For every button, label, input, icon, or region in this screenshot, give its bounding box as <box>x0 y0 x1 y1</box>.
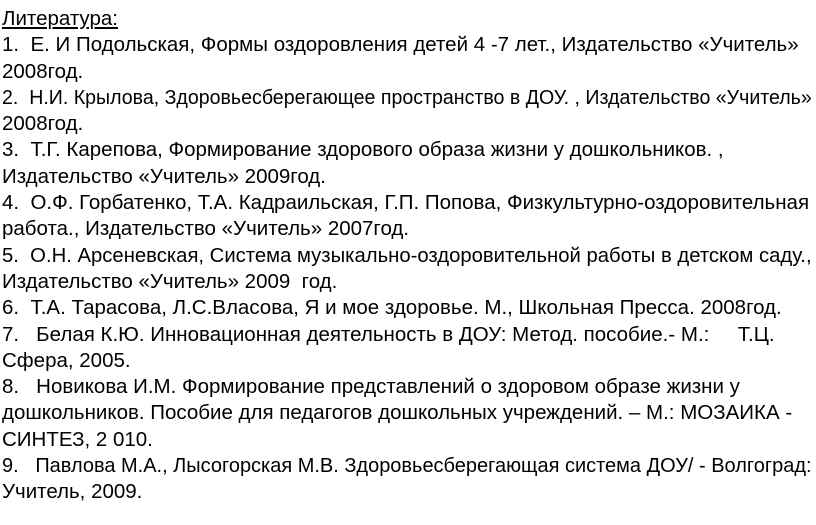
reference-line: СИНТЕЗ, 2 010. <box>2 427 153 451</box>
reference-line: 1. Е. И Подольская, Формы оздоровления детей 4 -7 лет., Издательство «Учитель» <box>2 33 799 57</box>
reference-line: 6. Т.А. Тарасова, Л.С.Власова, Я и мое здоровье. М., Школьная Пресса. 2008год. <box>2 296 782 320</box>
reference-line: 7. Белая К.Ю. Инновационная деятельность в ДОУ: Метод. пособие.- М.: Т.Ц. <box>2 322 775 346</box>
reference-line: 2008год. <box>2 59 84 83</box>
reference-line: 3. Т.Г. Карепова, Формирование здорового образа жизни у дошкольников. , <box>2 138 724 162</box>
reference-line: 5. О.Н. Арсеневская, Система музыкально-оздоровительной работы в детском саду., <box>2 243 812 267</box>
reference-item-4 <box>2 190 812 243</box>
list-heading: Литература: <box>2 7 118 30</box>
reference-line: 4. О.Ф. Горбатенко, Т.А. Кадраильская, Г.П. Попова, Физкультурно-оздоровительная <box>2 191 810 215</box>
reference-line: 8. Новикова И.М. Формирование представлений о здоровом образе жизни у <box>2 375 740 399</box>
reference-line: Издательство «Учитель» 2009 год. <box>2 269 338 293</box>
reference-line: 2. Н.И. Крылова, Здоровьесберегающее пространство в ДОУ. , Издательство «Учитель» <box>2 85 812 109</box>
reference-line: дошкольников. Пособие для педагогов дошкольных учреждений. – М.: МОЗАИКА - <box>2 401 793 425</box>
reference-item-5 <box>2 243 812 296</box>
reference-line: Издательство «Учитель» 2009год. <box>2 164 326 188</box>
reference-line: работа., Издательство «Учитель» 2007год. <box>2 217 410 241</box>
reference-item-1 <box>2 32 812 85</box>
reference-item-7 <box>2 322 812 375</box>
reference-list <box>2 6 812 506</box>
reference-item-6 <box>2 295 812 321</box>
reference-item-3 <box>2 137 812 190</box>
reference-item-8 <box>2 374 812 453</box>
reference-line: Сфера, 2005. <box>2 348 131 372</box>
reference-line: 2008год. <box>2 112 84 136</box>
reference-item-9 <box>2 453 812 506</box>
reference-line: 9. Павлова М.А., Лысогорская М.В. Здоровьесберегающая система ДОУ/ - Волгоград: <box>2 454 812 478</box>
reference-item-2 <box>2 85 812 138</box>
reference-line: Учитель, 2009. <box>2 480 143 504</box>
